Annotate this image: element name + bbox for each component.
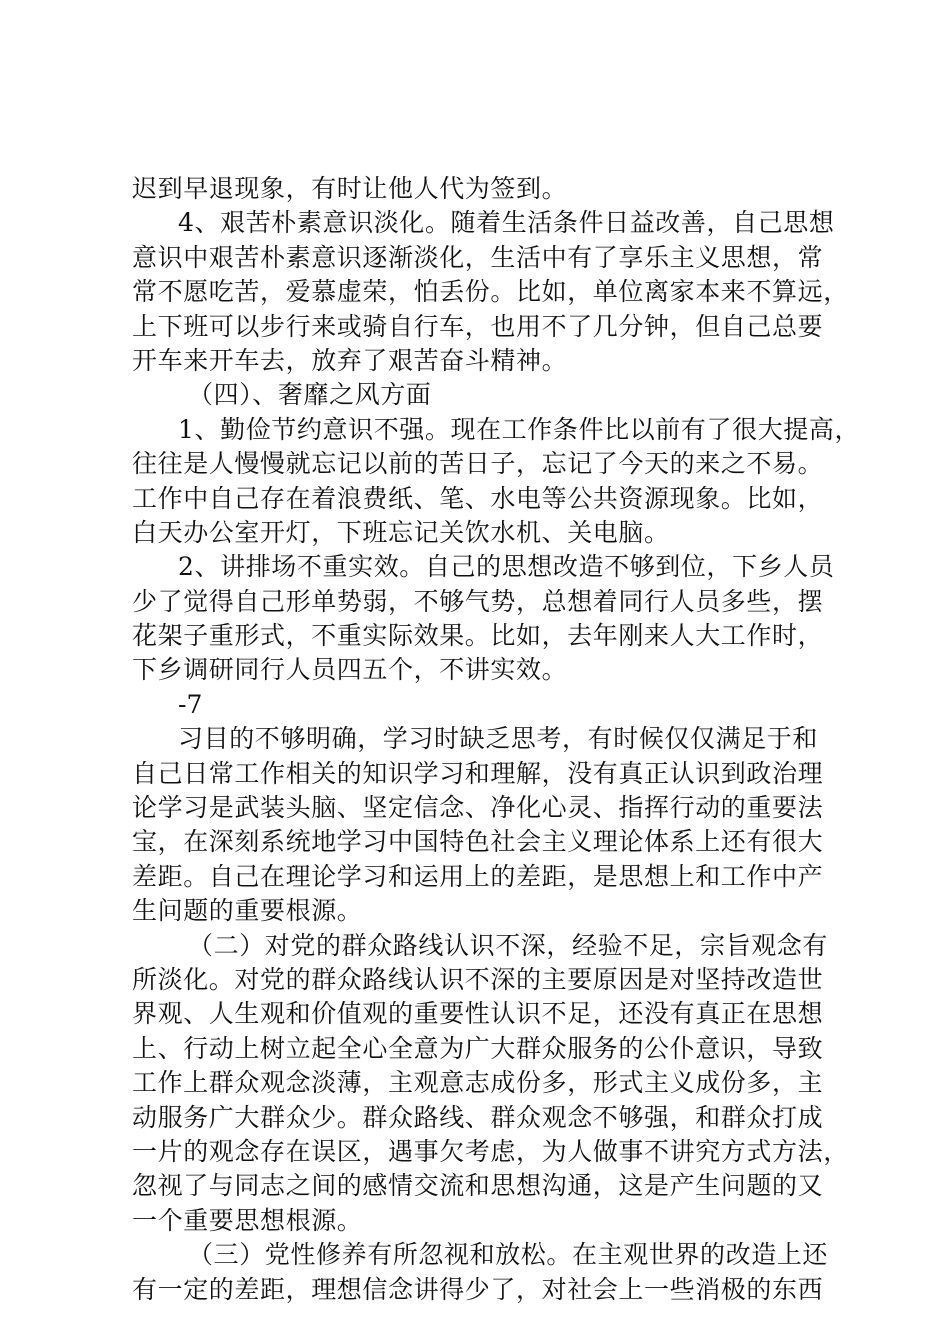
text-line: 迟到早退现象，有时让他人代为签到。 xyxy=(132,174,568,203)
text-line: 常不愿吃苦，爱慕虚荣，怕丢份。比如，单位离家本来不算远， xyxy=(132,277,849,307)
text-line: 生问题的重要根源。 xyxy=(132,896,363,926)
text-line: 差距。自己在理论学习和运用上的差距，是思想上和工作中产 xyxy=(132,861,824,891)
text-line: 动服务广大群众少。群众路线、群众观念不够强，和群众打成 xyxy=(132,1102,824,1132)
text-line: 1、勤俭节约意识不强。现在工作条件比以前有了很大提高， xyxy=(178,414,861,444)
text-line: 意识中艰苦朴素意识逐渐淡化，生活中有了享乐主义思想，常 xyxy=(132,242,824,272)
text-line: 所淡化。对党的群众路线认识不深的主要原因是对坚持改造世 xyxy=(132,964,824,994)
text-line: 一片的观念存在误区，遇事欠考虑，为人做事不讲究方式方法， xyxy=(132,1136,849,1166)
text-line: 论学习是武装头脑、坚定信念、净化心灵、指挥行动的重要法 xyxy=(132,793,824,823)
page-number: -7 xyxy=(178,689,203,719)
text-line: 白天办公室开灯，下班忘记关饮水机、关电脑。 xyxy=(132,517,670,547)
text-line: 自己日常工作相关的知识学习和理解，没有真正认识到政治理 xyxy=(132,758,824,788)
text-line: 往往是人慢慢就忘记以前的苦日子，忘记了今天的来之不易。 xyxy=(132,449,824,479)
text-line: 上、行动上树立起全心全意为广大群众服务的公仆意识，导致 xyxy=(132,1033,824,1063)
text-line: 上下班可以步行来或骑自行车，也用不了几分钟，但自己总要 xyxy=(132,311,824,341)
text-line: 习目的不够明确，学习时缺乏思考，有时候仅仅满足于和 xyxy=(178,724,819,754)
text-line: 忽视了与同志之间的感情交流和思想沟通，这是产生问题的又 xyxy=(132,1171,824,1201)
text-line: 开车来开车去，放弃了艰苦奋斗精神。 xyxy=(132,345,568,375)
text-line: 有一定的差距，理想信念讲得少了，对社会上一些消极的东西 xyxy=(132,1274,824,1304)
section-heading: （二）对党的群众路线认识不深，经验不足，宗旨观念有 xyxy=(188,930,829,960)
section-heading: （三）党性修养有所忽视和放松。在主观世界的改造上还 xyxy=(188,1240,829,1270)
text-line: 宝，在深刻系统地学习中国特色社会主义理论体系上还有很大 xyxy=(132,827,824,857)
text-line: 花架子重形式，不重实际效果。比如，去年刚来人大工作时， xyxy=(132,621,824,651)
section-heading: （四）、奢靡之风方面 xyxy=(188,380,432,410)
text-line: 少了觉得自己形单势弱，不够气势，总想着同行人员多些，摆 xyxy=(132,586,824,616)
text-line: 一个重要思想根源。 xyxy=(132,1205,363,1235)
text-line: 工作上群众观念淡薄，主观意志成份多，形式主义成份多，主 xyxy=(132,1068,824,1098)
text-line: 下乡调研同行人员四五个，不讲实效。 xyxy=(132,655,568,685)
text-line: 4、艰苦朴素意识淡化。随着生活条件日益改善，自己思想 xyxy=(178,208,835,238)
text-line: 2、讲排场不重实效。自己的思想改造不够到位，下乡人员 xyxy=(178,552,835,582)
text-line: 界观、人生观和价值观的重要性认识不足，还没有真正在思想 xyxy=(132,999,824,1029)
document-body xyxy=(132,172,861,1307)
text-line: 工作中自己存在着浪费纸、笔、水电等公共资源现象。比如， xyxy=(132,483,824,513)
